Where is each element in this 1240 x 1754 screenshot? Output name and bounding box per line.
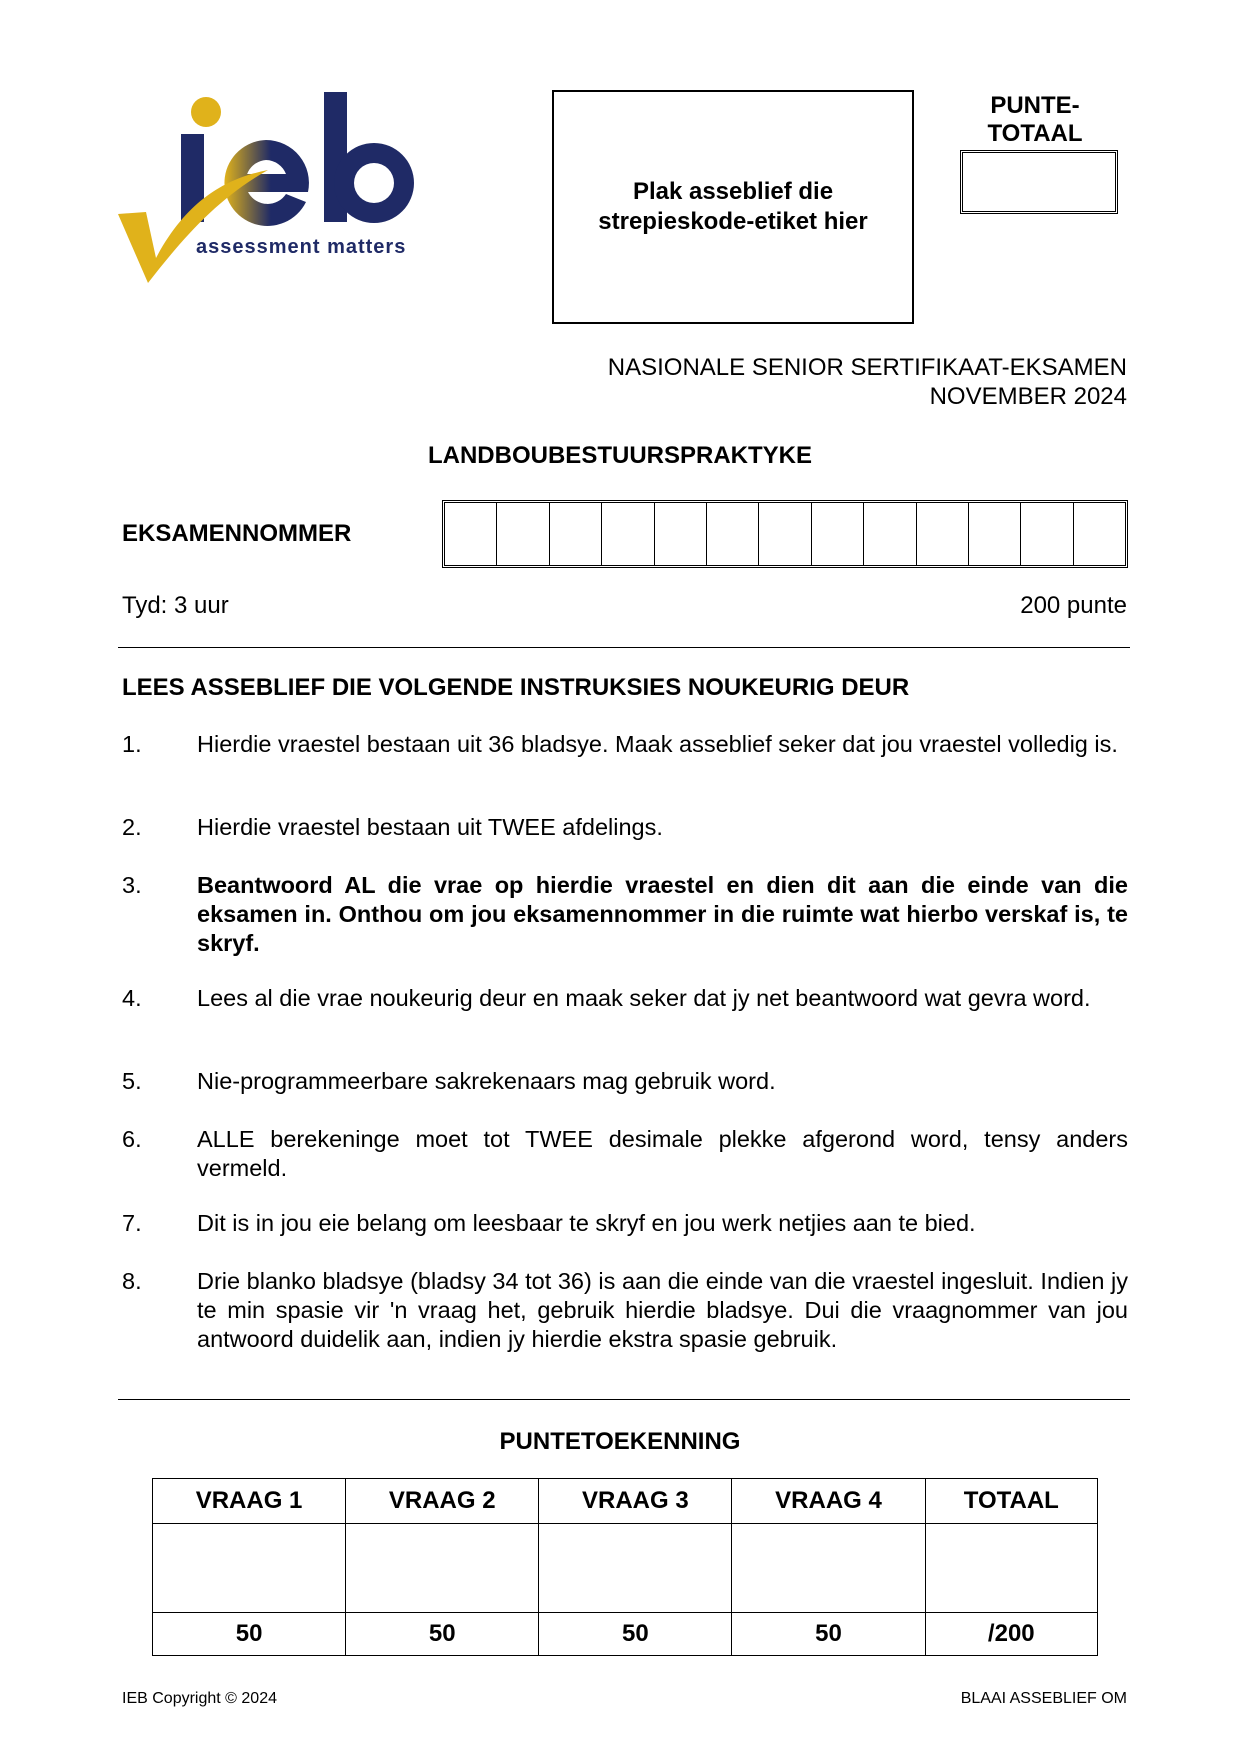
- instruction-text: Nie-programmeerbare sakrekenaars mag gebruik word.: [197, 1068, 776, 1094]
- instruction-number: 8.: [122, 1268, 142, 1294]
- column-header: VRAAG 1: [153, 1479, 346, 1524]
- instruction-text: Dit is in jou eie belang om leesbaar te skryf en jou werk netjies aan te bied.: [197, 1210, 976, 1236]
- exam-number-cell[interactable]: [550, 503, 602, 565]
- instruction-text: Drie blanko bladsye (bladsy 34 tot 36) is aan die einde van die vraestel ingesluit. Indien jy te min spasie vir 'n vraag het, gebruik hierdie bladsye. Dui die vraagnommer van jou antwoord duidelik aan, indien jy hierdie ekstra spasie gebruik.: [197, 1268, 1128, 1352]
- column-header: VRAAG 4: [732, 1479, 925, 1524]
- marks-allocation-table: [152, 1478, 1098, 1656]
- total-marks-box[interactable]: [960, 150, 1118, 214]
- divider: [118, 647, 1130, 648]
- score-cell[interactable]: [153, 1524, 346, 1613]
- max-marks-cell: 50: [539, 1613, 732, 1656]
- score-cell[interactable]: [732, 1524, 925, 1613]
- instruction-item: [122, 984, 1128, 1013]
- max-marks-row: [153, 1613, 1098, 1656]
- barcode-instruction: [598, 177, 867, 237]
- instruction-text: ALLE berekeninge moet tot TWEE desimale plekke afgerond word, tensy anders vermeld.: [197, 1126, 1128, 1181]
- instruction-number: 6.: [122, 1126, 142, 1152]
- exam-number-cell[interactable]: [445, 503, 497, 565]
- exam-number-grid[interactable]: [442, 500, 1128, 568]
- column-header: VRAAG 3: [539, 1479, 732, 1524]
- instruction-number: 2.: [122, 814, 142, 840]
- total-marks-label-line-2: TOTAAL: [987, 120, 1083, 147]
- instruction-item: [122, 730, 1128, 759]
- ieb-logo: [118, 88, 478, 318]
- exam-number-cell[interactable]: [864, 503, 916, 565]
- score-cell[interactable]: [539, 1524, 732, 1613]
- marks-allocation-heading: PUNTETOEKENNING: [499, 1428, 741, 1455]
- exam-number-cell[interactable]: [497, 503, 549, 565]
- exam-number-label: EKSAMENNOMMER: [122, 520, 352, 547]
- instructions-heading: LEES ASSEBLIEF DIE VOLGENDE INSTRUKSIES NOUKEURIG DEUR: [122, 674, 910, 701]
- score-cell[interactable]: [346, 1524, 539, 1613]
- exam-number-cell[interactable]: [812, 503, 864, 565]
- score-entry-row: [153, 1524, 1098, 1613]
- exam-number-cell[interactable]: [707, 503, 759, 565]
- turn-page-footer: BLAAI ASSEBLIEF OM: [960, 1690, 1127, 1707]
- exam-number-cell[interactable]: [969, 503, 1021, 565]
- column-header: TOTAAL: [925, 1479, 1097, 1524]
- exam-number-cell[interactable]: [1021, 503, 1073, 565]
- barcode-label-box: [552, 90, 914, 324]
- max-marks-cell: 50: [346, 1613, 539, 1656]
- instruction-number: 7.: [122, 1210, 142, 1236]
- table-header-row: [153, 1479, 1098, 1524]
- logo-tagline: assessment matters: [196, 236, 407, 258]
- instruction-item: [122, 1209, 1128, 1238]
- exam-number-cell[interactable]: [602, 503, 654, 565]
- exam-total-marks: 200 punte: [1020, 592, 1127, 619]
- total-marks-label-line-1: PUNTE-: [990, 92, 1080, 119]
- instruction-text: Hierdie vraestel bestaan uit TWEE afdelings.: [197, 814, 663, 840]
- exam-number-cell[interactable]: [917, 503, 969, 565]
- exam-number-cell[interactable]: [759, 503, 811, 565]
- instruction-number: 5.: [122, 1068, 142, 1094]
- instruction-text: Beantwoord AL die vrae op hierdie vraestel en dien dit aan die einde van die eksamen in. Onthou om jou eksamennommer in die ruimte wat hierbo verskaf is, te skryf.: [197, 872, 1128, 956]
- instruction-item: [122, 1067, 1128, 1096]
- exam-date: NOVEMBER 2024: [929, 383, 1127, 410]
- column-header: VRAAG 2: [346, 1479, 539, 1524]
- instruction-text: Lees al die vrae noukeurig deur en maak seker dat jy net beantwoord wat gevra word.: [197, 985, 1091, 1011]
- copyright-footer: IEB Copyright © 2024: [122, 1690, 277, 1707]
- ieb-logo-graphic: [118, 88, 478, 318]
- barcode-line-1: Plak asseblief die: [632, 178, 834, 205]
- exam-duration: Tyd: 3 uur: [122, 592, 229, 619]
- instruction-item: [122, 813, 1128, 842]
- total-marks-label: [960, 92, 1110, 148]
- max-marks-cell: 50: [732, 1613, 925, 1656]
- instruction-number: 1.: [122, 731, 142, 757]
- exam-number-cell[interactable]: [655, 503, 707, 565]
- max-marks-cell: 50: [153, 1613, 346, 1656]
- barcode-line-2: strepieskode-etiket hier: [598, 208, 868, 235]
- exam-name: NASIONALE SENIOR SERTIFIKAAT-EKSAMEN: [607, 354, 1127, 381]
- score-cell[interactable]: [925, 1524, 1097, 1613]
- max-marks-cell: /200: [925, 1613, 1097, 1656]
- divider: [118, 1399, 1130, 1400]
- subject-title: LANDBOUBESTUURSPRAKTYKE: [427, 442, 812, 469]
- instruction-item: [122, 871, 1128, 958]
- instruction-item: [122, 1125, 1128, 1183]
- instruction-number: 4.: [122, 985, 142, 1011]
- exam-number-cell[interactable]: [1074, 503, 1125, 565]
- instruction-number: 3.: [122, 872, 142, 898]
- instruction-text: Hierdie vraestel bestaan uit 36 bladsye. Maak asseblief seker dat jou vraestel volledig is.: [197, 731, 1118, 757]
- instruction-item: [122, 1267, 1128, 1354]
